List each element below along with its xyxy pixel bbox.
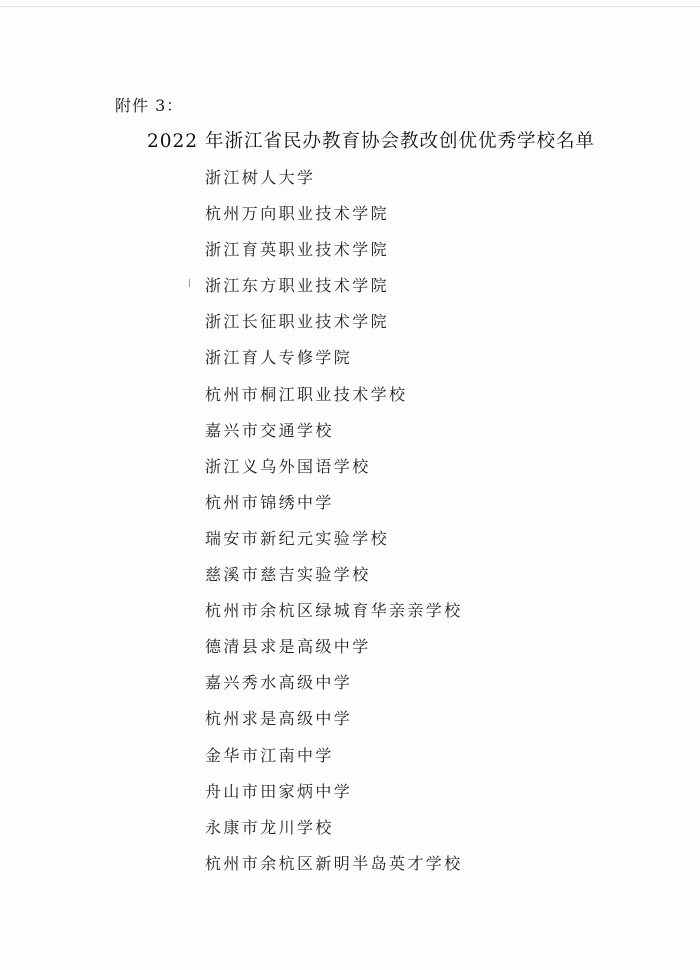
list-item: 浙江育人专修学院 xyxy=(205,348,353,368)
list-item: 杭州求是高级中学 xyxy=(205,709,353,729)
attachment-label: 附件 3： xyxy=(115,96,184,115)
list-item: 德清县求是高级中学 xyxy=(205,637,371,657)
list-item: 金华市江南中学 xyxy=(205,745,334,765)
list-item: 嘉兴秀水高级中学 xyxy=(205,673,353,693)
list-item: 杭州市桐江职业技术学校 xyxy=(205,384,408,404)
list-item: 舟山市田家炳中学 xyxy=(205,781,353,801)
list-item: 杭州万向职业技术学院 xyxy=(205,204,390,224)
list-item: 浙江长征职业技术学院 xyxy=(205,312,390,332)
list-item: 浙江育英职业技术学院 xyxy=(205,240,390,260)
list-item: 嘉兴市交通学校 xyxy=(205,420,334,440)
list-item: 杭州市余杭区绿城育华亲亲学校 xyxy=(205,601,463,621)
list-item: 永康市龙川学校 xyxy=(205,817,334,837)
list-item: 杭州市余杭区新明半岛英才学校 xyxy=(205,853,463,873)
list-item: 瑞安市新纪元实验学校 xyxy=(205,528,390,548)
list-item: 浙江东方职业技术学院 xyxy=(205,276,390,296)
page-title: 2022 年浙江省民办教育协会教改创优优秀学校名单 xyxy=(147,131,595,152)
list-item: 浙江树人大学 xyxy=(205,168,316,187)
scan-edge-line xyxy=(0,6,700,7)
list-item: 慈溪市慈吉实验学校 xyxy=(205,565,371,585)
list-item: 杭州市锦绣中学 xyxy=(205,492,334,512)
school-list xyxy=(205,163,463,885)
scan-artifact-mark xyxy=(189,279,190,287)
list-item: 浙江义乌外国语学校 xyxy=(205,456,371,476)
